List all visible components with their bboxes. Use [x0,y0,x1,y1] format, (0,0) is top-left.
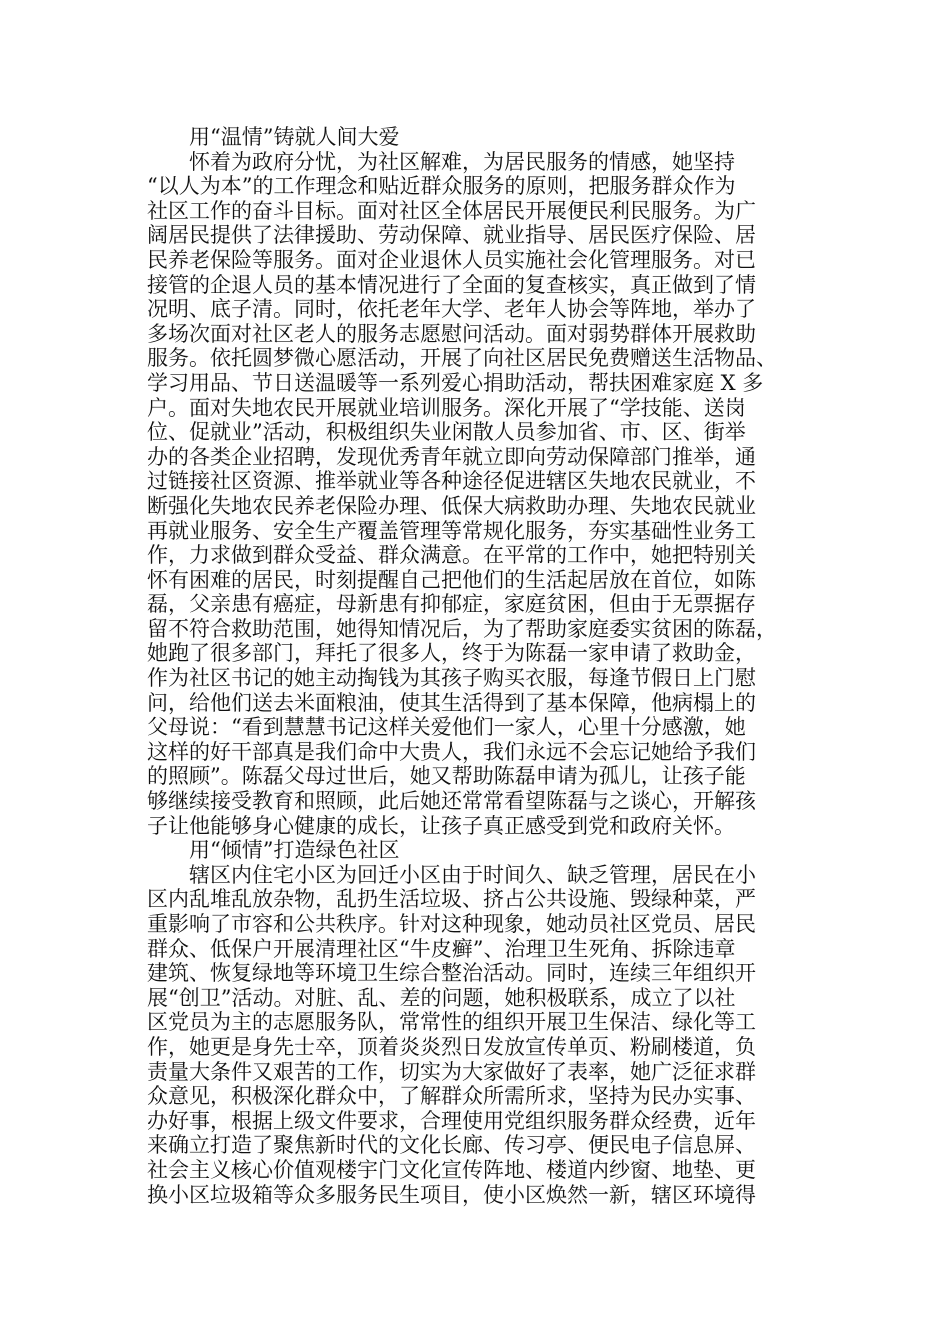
paragraph-line: 作，她更是身先士卒，顶着炎炎烈日发放宣传单页、粉刷楼道，负 [147,1034,756,1059]
paragraph-line: 展“创卫”活动。对脏、乱、差的问题，她积极联系，成立了以社 [147,985,736,1010]
paragraph-line: 民养老保险等服务。面对企业退休人员实施社会化管理服务。对已 [147,247,756,272]
paragraph-line: 的照顾”。陈磊父母过世后，她又帮助陈磊申请为孤儿，让孩子能 [147,764,746,789]
paragraph-line: 子让他能够身心健康的成长，让孩子真正感受到党和政府关怀。 [147,813,735,838]
paragraph-line: 社会主义核心价值观楼宇门文化宣传阵地、楼道内纱窗、地垫、更 [147,1157,756,1182]
paragraph-line: 重影响了市容和公共秩序。针对这种现象，她动员社区党员、居民 [147,912,756,936]
paragraph-line: 作为社区书记的她主动掏钱为其孩子购买衣服，每逢节假日上门慰 [147,666,756,691]
paragraph-line: 父母说：“看到慧慧书记这样关爱他们一家人，心里十分感激，她 [147,715,746,740]
paragraph-line: 断强化失地农民养老保险办理、低保大病救助办理、失地农民就业 [147,493,756,518]
section-body [147,150,807,839]
paragraph-line: 建筑、恢复绿地等环境卫生综合整治活动。同时，连续三年组织开 [147,961,756,986]
paragraph-line: 过链接社区资源、推举就业等各种途径促进辖区失地农民就业，不 [147,469,756,494]
paragraph-line: 众意见，积极深化群众中，了解群众所需所求，坚持为民办实事、 [147,1084,756,1109]
paragraph-line: 责量大条件又艰苦的工作，切实为大家做好了表率，她广泛征求群 [147,1059,756,1084]
paragraph-line: 户。面对失地农民开展就业培训服务。深化开展了“学技能、送岗 [147,395,746,420]
paragraph-line: 阔居民提供了法律援助、劳动保障、就业指导、居民医疗保险、居 [147,223,756,248]
paragraph-line: 位、促就业”活动，积极组织失业闲散人员参加省、市、区、街举 [147,420,746,445]
document-page [147,125,807,1207]
paragraph-line: 办的各类企业招聘，发现优秀青年就立即向劳动保障部门推举，通 [147,444,756,469]
paragraph-line: 作，力求做到群众受益、群众满意。在平常的工作中，她把特别关 [147,543,756,568]
paragraph-line: 况明、底子清。同时，依托老年大学、老年人协会等阵地，举办了 [147,297,756,322]
paragraph-line: 服务。依托圆梦微心愿活动，开展了向社区居民免费赠送生活物品、 [147,346,777,371]
paragraph-line: 辖区内住宅小区为回迁小区由于时间久、缺乏管理，居民在小 [189,862,756,887]
section-heading: 用“温情”铸就人间大爱 [189,125,400,149]
section-body [147,863,807,1207]
paragraph-line: 办好事，根据上级文件要求，合理使用党组织服务群众经费，近年 [147,1108,756,1133]
paragraph-line: 学习用品、节日送温暖等一系列爱心捐助活动，帮扶困难家庭 X 多 [147,370,764,395]
paragraph-line: 她跑了很多部门，拜托了很多人，终于为陈磊一家申请了救助金， [147,641,756,666]
paragraph-line: 磊，父亲患有癌症，母新患有抑郁症，家庭贫困，但由于无票据存 [147,592,756,617]
paragraph-line: 这样的好干部真是我们命中大贵人，我们永远不会忘记她给予我们 [147,739,756,764]
paragraph-line: 接管的企退人员的基本情况进行了全面的复查核实，真正做到了情 [147,272,756,297]
paragraph-line: “以人为本”的工作理念和贴近群众服务的原则，把服务群众作为 [147,174,736,199]
section-heading: 用“倾情”打造绿色社区 [189,838,400,863]
paragraph-line: 区党员为主的志愿服务队，常常性的组织开展卫生保洁、绿化等工 [147,1010,756,1035]
paragraph-line: 多场次面对社区老人的服务志愿慰问活动。面对弱势群体开展救助 [147,321,756,346]
paragraph-line: 怀着为政府分忧，为社区解难，为居民服务的情感，她坚持 [189,149,735,174]
paragraph-line: 够继续接受教育和照顾，此后她还常常看望陈磊与之谈心，开解孩 [147,789,756,814]
paragraph-line: 社区工作的奋斗目标。面对社区全体居民开展便民利民服务。为广 [147,198,756,223]
paragraph-line: 问，给他们送去米面粮油，使其生活得到了基本保障，他病榻上的 [147,690,756,715]
paragraph-line: 区内乱堆乱放杂物，乱扔生活垃圾、挤占公共设施、毁绿种菜，严 [147,887,756,912]
paragraph-line: 留不符合救助范围，她得知情况后，为了帮助家庭委实贫困的陈磊， [147,616,777,641]
paragraph-line: 换小区垃圾箱等众多服务民生项目，使小区焕然一新，辖区环境得 [147,1182,756,1207]
paragraph-line: 来确立打造了聚焦新时代的文化长廊、传习亭、便民电子信息屏、 [147,1133,756,1158]
paragraph-line: 再就业服务、安全生产覆盖管理等常规化服务，夯实基础性业务工 [147,518,756,543]
paragraph-line: 群众、低保户开展清理社区“牛皮癣”、治理卫生死角、拆除违章 [147,936,736,961]
paragraph-line: 怀有困难的居民，时刻提醒自己把他们的生活起居放在首位，如陈 [147,567,756,592]
